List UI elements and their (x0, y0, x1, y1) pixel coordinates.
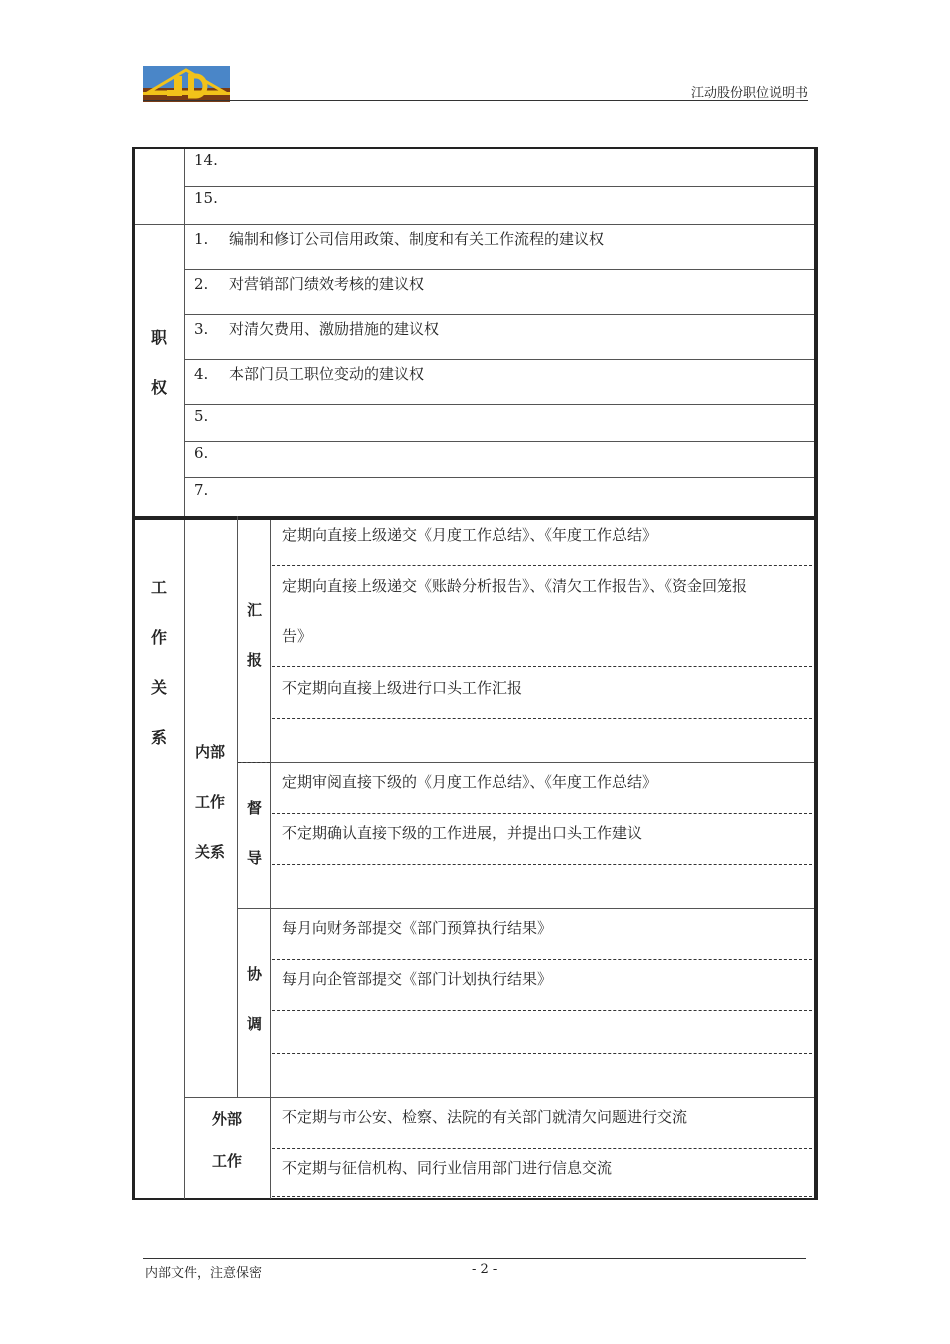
relations-label-char-1: 工 (151, 578, 168, 597)
subcategory-divider (237, 516, 238, 1098)
internal-relations-label-line-3: 关系 (195, 843, 226, 861)
supervise-label-char-2: 导 (247, 849, 263, 867)
section-divider (132, 516, 818, 520)
row-separator (272, 666, 812, 667)
coordinate-label-char-2: 调 (247, 1015, 263, 1033)
table-border-top (132, 147, 818, 149)
supervise-item-1: 定期审阅直接下级的《月度工作总结》、《年度工作总结》 (282, 773, 658, 791)
external-relations-label-line-1: 外部 (212, 1110, 243, 1128)
report-item-2: 定期向直接上级递交《账龄分析报告》、《清欠工作报告》、《资金回笼报 (282, 577, 748, 595)
report-item-3: 不定期向直接上级进行口头工作汇报 (282, 679, 523, 697)
supervise-label-char-1: 督 (247, 799, 263, 817)
table-border-bottom (132, 1198, 818, 1200)
row-separator (272, 1148, 812, 1149)
report-item-1: 定期向直接上级递交《月度工作总结》、《年度工作总结》 (282, 526, 658, 544)
company-logo (143, 66, 230, 102)
coordinate-item-2: 每月向企管部提交《部门计划执行结果》 (282, 970, 553, 988)
label-column-divider-upper (184, 149, 185, 516)
coordinate-label-char-1: 协 (247, 965, 263, 983)
external-item-1: 不定期与市公安、检察、法院的有关部门就清欠问题进行交流 (282, 1108, 688, 1126)
external-relations-label-line-2: 工作 (212, 1152, 243, 1170)
relations-label-char-3: 关 (151, 678, 168, 697)
document-header-title: 江动股份职位说明书 (690, 86, 808, 101)
row-separator (272, 864, 812, 865)
row-separator (272, 959, 812, 960)
footer-confidential-note: 内部文件，注意保密 (145, 1266, 263, 1281)
table-border-left (132, 147, 135, 1200)
row-separator (272, 1010, 812, 1011)
row-separator (272, 1196, 812, 1197)
authority-label-char-1: 职 (151, 328, 168, 347)
header-rule (143, 100, 808, 101)
row-separator (272, 1053, 812, 1054)
footer-rule (143, 1258, 806, 1259)
authority-label-char-2: 权 (151, 378, 168, 397)
external-item-2: 不定期与征信机构、同行业信用部门进行信息交流 (282, 1159, 613, 1177)
row-separator (272, 718, 812, 719)
coordinate-item-1: 每月向财务部提交《部门预算执行结果》 (282, 919, 553, 937)
internal-relations-label-line-1: 内部 (195, 743, 226, 761)
relations-label-char-2: 作 (151, 628, 168, 647)
page-number: - 2 - (472, 1262, 498, 1277)
relations-label-char-4: 系 (151, 728, 168, 747)
responsibility-item-14: 14. (194, 151, 218, 169)
supervise-item-2: 不定期确认直接下级的工作进展，并提出口头工作建议 (282, 824, 643, 842)
table-border-right (814, 147, 818, 1200)
internal-relations-label-line-2: 工作 (195, 793, 226, 811)
report-label-char-1: 汇 (247, 601, 263, 619)
row-separator (272, 565, 812, 566)
responsibility-item-15: 15. (194, 189, 218, 207)
row-separator (272, 813, 812, 814)
report-label-char-2: 报 (247, 651, 263, 669)
report-item-2-continued: 告》 (282, 627, 313, 645)
